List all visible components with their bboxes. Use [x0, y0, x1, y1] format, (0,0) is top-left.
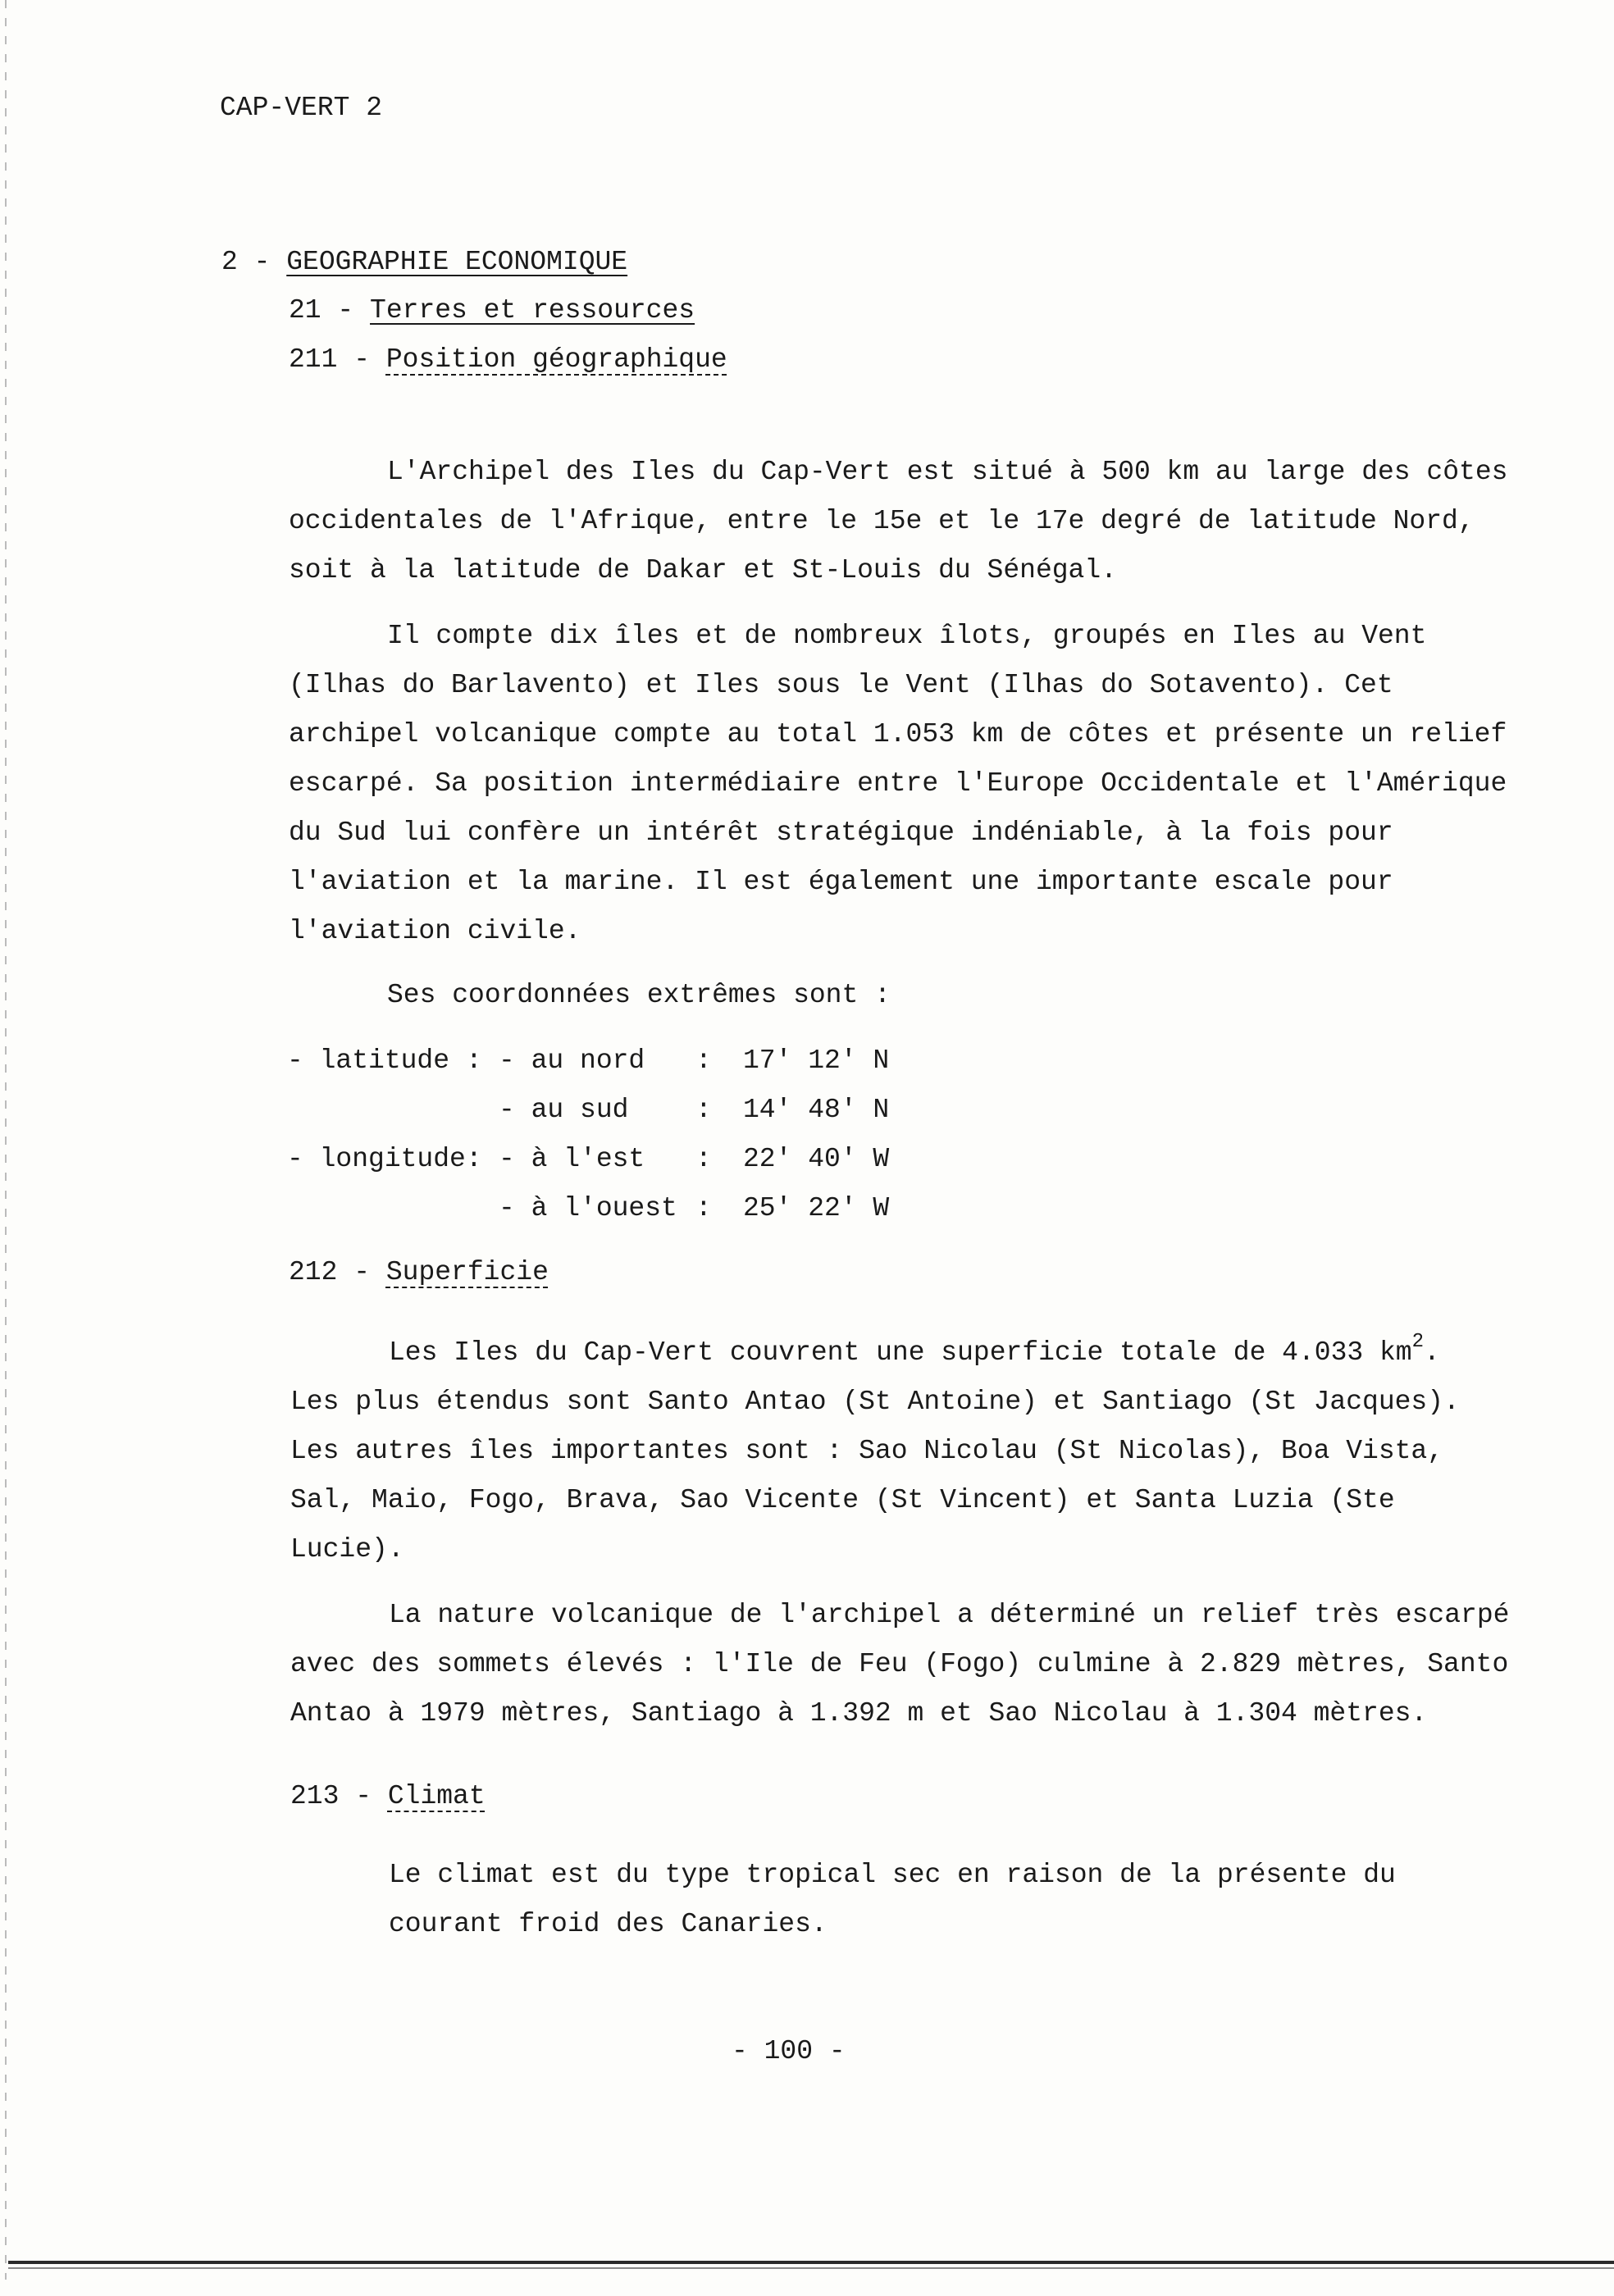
subsection-213-heading: [290, 1772, 486, 1821]
subsection-211-title: Position géographique: [385, 344, 727, 375]
coordinate-row: - latitude : - au nord : 17' 12' N: [287, 1046, 890, 1076]
position-paragraph-2: Il compte dix îles et de nombreux îlots, groupés en Iles au Vent (Ilhas do Barlavento) et Iles sous le Vent (Ilhas do Sotavento). Cet archipel volcanique compte au total 1.053 km de côtes et présente un relief escarpé. Sa position intermédiaire entre l'Europe Occidentale et l'Amérique du Sud lui confère un intérêt stratégique indéniable, à la fois pour l'aviation et la marine. Il est également une importante escale pour l'aviation civile.: [289, 621, 1507, 946]
subsection-212-title: Superficie: [385, 1257, 549, 1287]
coordinate-row: - longitude : - à l'est : 22' 40' W: [287, 1144, 890, 1174]
coordinates-table: [287, 1036, 889, 1233]
bottom-rule-shadow: [8, 2267, 1614, 2269]
coordinate-row: - à l'ouest : 25' 22' W: [499, 1193, 890, 1223]
subsection-21-title: Terres et ressources: [370, 295, 695, 326]
subsection-211-heading: [289, 335, 727, 385]
bottom-rule: [8, 2261, 1614, 2264]
superficie-paragraph-1: Les Iles du Cap-Vert couvrent une superficie totale de 4.033 $km^2$. Les plus étendus sont Santo Antao (St Antoine) et Santiago (St Jacques). Les autres îles importantes sont : Sao Nicolau (St Nicolas), Boa Vista, Sal, Maio, Fogo, Brava, Sao Vicente (St Vincent) et Santa Luzia (Ste Lucie).: [290, 1331, 1460, 1565]
running-title: CAP-VERT 2: [220, 93, 383, 123]
subsection-213-title: Climat: [387, 1781, 486, 1811]
coordinate-row: - au sud : 14' 48' N: [499, 1095, 890, 1125]
section-title: GEOGRAPHIE ECONOMIQUE: [286, 247, 628, 277]
section-heading: [221, 238, 627, 287]
climat-paragraph: Le climat est du type tropical sec en raison de la présente du courant froid des Canaries.: [389, 1860, 1396, 1939]
superficie-paragraph-2: La nature volcanique de l'archipel a déterminé un relief très escarpé avec des sommets élevés : l'Ile de Feu (Fogo) culmine à 2.829 mètres, Santo Antao à 1979 mètres, Santiago à 1.392 m et Sao Nicolau à 1.304 mètres.: [290, 1600, 1510, 1729]
subsection-212-heading: [289, 1248, 549, 1297]
subsection-21-number: 21 -: [289, 295, 354, 326]
page-number: - 100 -: [732, 2036, 846, 2066]
subsection-213-number: 213 -: [290, 1781, 372, 1811]
position-paragraph-1: L'Archipel des Iles du Cap-Vert est situé à 500 km au large des côtes occidentales de l'Afrique, entre le 15e et le 17e degré de latitude Nord, soit à la latitude de Dakar et St-Louis du Sénégal.: [289, 457, 1508, 585]
subsection-212-number: 212 -: [289, 1257, 371, 1287]
subsection-21-heading: [289, 286, 695, 335]
subsection-211-number: 211 -: [289, 344, 371, 375]
page-edge: [5, 0, 7, 2280]
coordinates-intro: Ses coordonnées extrêmes sont :: [387, 980, 891, 1010]
section-number: 2 -: [221, 247, 271, 277]
